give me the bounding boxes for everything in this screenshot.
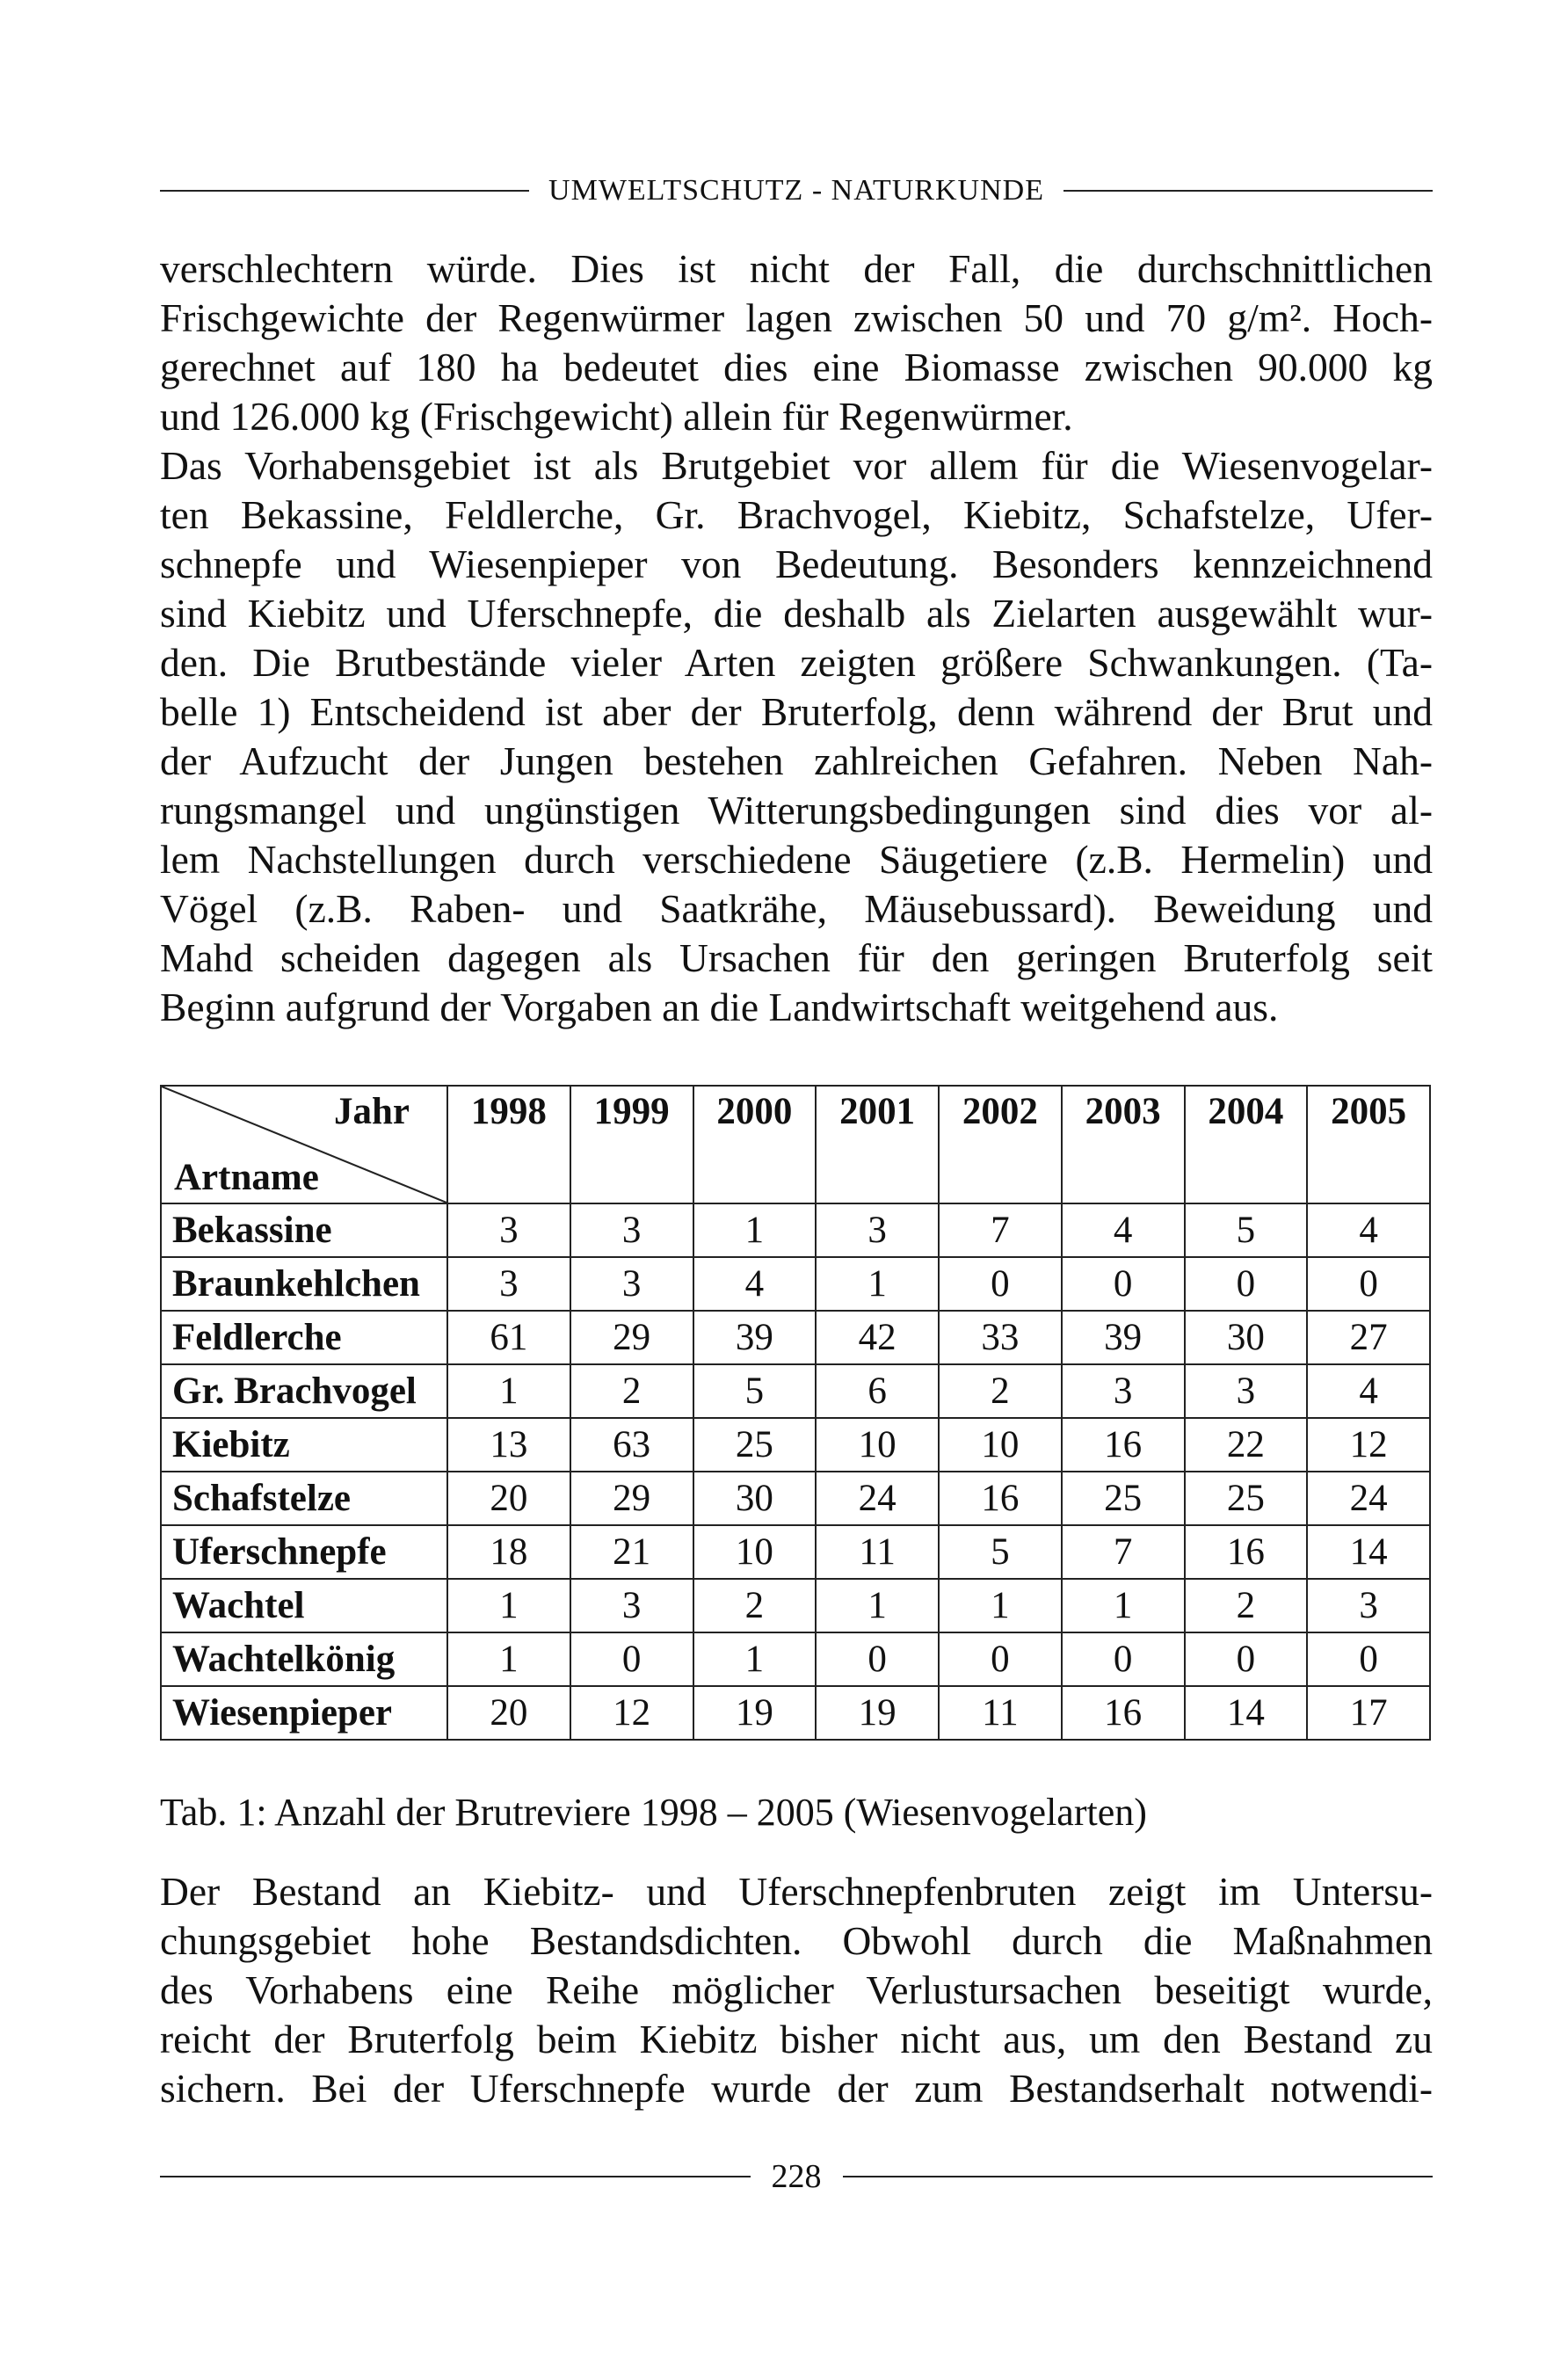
year-header: 2004 <box>1185 1086 1308 1203</box>
count-cell: 1 <box>447 1632 570 1686</box>
text-line: ten Bekassine, Feldlerche, Gr. Brachvogel, Kiebitz, Schafstelze, Ufer- <box>160 492 1433 537</box>
text-line: und 126.000 kg (Frischgewicht) allein für Regenwürmer. <box>160 394 1073 439</box>
count-cell: 3 <box>816 1203 939 1257</box>
count-cell: 3 <box>1185 1364 1308 1418</box>
count-cell: 0 <box>939 1257 1062 1311</box>
count-cell: 14 <box>1185 1686 1308 1740</box>
count-cell: 0 <box>1307 1257 1430 1311</box>
species-name-cell: Kiebitz <box>161 1418 447 1472</box>
count-cell: 3 <box>447 1203 570 1257</box>
count-cell: 3 <box>570 1579 693 1632</box>
table-row <box>161 1418 1430 1472</box>
count-cell: 16 <box>1062 1686 1185 1740</box>
count-cell: 42 <box>816 1311 939 1364</box>
count-cell: 4 <box>1062 1203 1185 1257</box>
count-cell: 16 <box>1062 1418 1185 1472</box>
count-cell: 24 <box>1307 1472 1430 1525</box>
species-name-cell: Wachtelkönig <box>161 1632 447 1686</box>
count-cell: 11 <box>939 1686 1062 1740</box>
count-cell: 22 <box>1185 1418 1308 1472</box>
header-rule-left <box>160 190 529 192</box>
count-cell: 0 <box>1062 1257 1185 1311</box>
count-cell: 30 <box>1185 1311 1308 1364</box>
count-cell: 0 <box>1185 1257 1308 1311</box>
text-line: Das Vorhabensgebiet ist als Brutgebiet vor allem für die Wiesenvogelar- <box>160 443 1433 488</box>
count-cell: 29 <box>570 1472 693 1525</box>
count-cell: 1 <box>816 1579 939 1632</box>
count-cell: 24 <box>816 1472 939 1525</box>
species-name-cell: Braunkehlchen <box>161 1257 447 1311</box>
count-cell: 4 <box>693 1257 817 1311</box>
count-cell: 1 <box>693 1632 817 1686</box>
text-line: den. Die Brutbestände vieler Arten zeigten größere Schwankungen. (Ta- <box>160 640 1433 685</box>
text-line: rungsmangel und ungünstigen Witterungsbedingungen sind dies vor al- <box>160 788 1433 832</box>
year-header: 2003 <box>1062 1086 1185 1203</box>
year-header: 1999 <box>570 1086 693 1203</box>
footer-rule-left <box>160 2176 751 2177</box>
species-name-cell: Wiesenpieper <box>161 1686 447 1740</box>
text-line: lem Nachstellungen durch verschiedene Säugetiere (z.B. Hermelin) und <box>160 837 1433 882</box>
count-cell: 2 <box>1185 1579 1308 1632</box>
text-line: gerechnet auf 180 ha bedeutet dies eine Biomasse zwischen 90.000 kg <box>160 345 1433 389</box>
running-header <box>160 174 1433 207</box>
table-row <box>161 1311 1430 1364</box>
count-cell: 13 <box>447 1418 570 1472</box>
header-title: UMWELTSCHUTZ - NATURKUNDE <box>548 174 1044 207</box>
count-cell: 17 <box>1307 1686 1430 1740</box>
table-row <box>161 1203 1430 1257</box>
text-line: Vögel (z.B. Raben- und Saatkrähe, Mäusebussard). Beweidung und <box>160 886 1433 931</box>
species-name-cell: Gr. Brachvogel <box>161 1364 447 1418</box>
header-rule-right <box>1063 190 1433 192</box>
count-cell: 61 <box>447 1311 570 1364</box>
count-cell: 0 <box>570 1632 693 1686</box>
table-row <box>161 1364 1430 1418</box>
corner-label-year: Jahr <box>334 1091 410 1132</box>
count-cell: 1 <box>447 1579 570 1632</box>
table-row <box>161 1579 1430 1632</box>
count-cell: 4 <box>1307 1203 1430 1257</box>
count-cell: 19 <box>693 1686 817 1740</box>
table-body <box>161 1203 1430 1740</box>
count-cell: 7 <box>1062 1525 1185 1579</box>
table-row <box>161 1525 1430 1579</box>
body-paragraph-bottom <box>160 1867 1433 2113</box>
count-cell: 20 <box>447 1686 570 1740</box>
year-header: 2001 <box>816 1086 939 1203</box>
text-line: reicht der Bruterfolg beim Kiebitz bisher nicht aus, um den Bestand zu <box>160 2017 1433 2061</box>
count-cell: 63 <box>570 1418 693 1472</box>
table-row <box>161 1257 1430 1311</box>
text-line: des Vorhabens eine Reihe möglicher Verlustursachen beseitigt wurde, <box>160 1967 1433 2012</box>
text-line: Beginn aufgrund der Vorgaben an die Landwirtschaft weitgehend aus. <box>160 985 1279 1029</box>
count-cell: 29 <box>570 1311 693 1364</box>
species-name-cell: Wachtel <box>161 1579 447 1632</box>
count-cell: 1 <box>1062 1579 1185 1632</box>
count-cell: 21 <box>570 1525 693 1579</box>
count-cell: 6 <box>816 1364 939 1418</box>
count-cell: 0 <box>1062 1632 1185 1686</box>
year-header: 2002 <box>939 1086 1062 1203</box>
table-row <box>161 1632 1430 1686</box>
count-cell: 10 <box>693 1525 817 1579</box>
count-cell: 27 <box>1307 1311 1430 1364</box>
species-name-cell: Uferschnepfe <box>161 1525 447 1579</box>
count-cell: 39 <box>693 1311 817 1364</box>
text-line: sind Kiebitz und Uferschnepfe, die deshalb als Zielarten ausgewählt wur- <box>160 591 1433 636</box>
count-cell: 0 <box>816 1632 939 1686</box>
count-cell: 3 <box>1062 1364 1185 1418</box>
body-paragraphs-top <box>160 244 1433 1032</box>
count-cell: 5 <box>939 1525 1062 1579</box>
count-cell: 10 <box>939 1418 1062 1472</box>
count-cell: 11 <box>816 1525 939 1579</box>
count-cell: 3 <box>1307 1579 1430 1632</box>
count-cell: 16 <box>1185 1525 1308 1579</box>
count-cell: 3 <box>570 1203 693 1257</box>
count-cell: 3 <box>570 1257 693 1311</box>
species-name-cell: Schafstelze <box>161 1472 447 1525</box>
count-cell: 0 <box>1307 1632 1430 1686</box>
text-line: Der Bestand an Kiebitz- und Uferschnepfenbruten zeigt im Untersu- <box>160 1869 1433 1914</box>
count-cell: 5 <box>1185 1203 1308 1257</box>
count-cell: 1 <box>693 1203 817 1257</box>
footer-rule-right <box>843 2176 1434 2177</box>
text-line: der Aufzucht der Jungen bestehen zahlreichen Gefahren. Neben Nah- <box>160 738 1433 783</box>
count-cell: 3 <box>447 1257 570 1311</box>
count-cell: 1 <box>939 1579 1062 1632</box>
count-cell: 14 <box>1307 1525 1430 1579</box>
count-cell: 5 <box>693 1364 817 1418</box>
count-cell: 39 <box>1062 1311 1185 1364</box>
count-cell: 30 <box>693 1472 817 1525</box>
table-header-row <box>161 1086 1430 1203</box>
count-cell: 1 <box>447 1364 570 1418</box>
text-line: Frischgewichte der Regenwürmer lagen zwischen 50 und 70 g/m². Hoch- <box>160 295 1433 340</box>
count-cell: 0 <box>939 1632 1062 1686</box>
count-cell: 19 <box>816 1686 939 1740</box>
table-caption: Tab. 1: Anzahl der Brutreviere 1998 – 2005 (Wiesenvogelarten) <box>160 1791 1147 1834</box>
species-name-cell: Feldlerche <box>161 1311 447 1364</box>
page-footer <box>160 2157 1433 2196</box>
count-cell: 2 <box>693 1579 817 1632</box>
count-cell: 18 <box>447 1525 570 1579</box>
count-cell: 7 <box>939 1203 1062 1257</box>
count-cell: 12 <box>1307 1418 1430 1472</box>
count-cell: 4 <box>1307 1364 1430 1418</box>
text-line: schnepfe und Wiesenpieper von Bedeutung. Besonders kennzeichnend <box>160 542 1433 586</box>
year-header: 1998 <box>447 1086 570 1203</box>
text-line: chungsgebiet hohe Bestandsdichten. Obwohl durch die Maßnahmen <box>160 1918 1433 1963</box>
count-cell: 33 <box>939 1311 1062 1364</box>
text-line: belle 1) Entscheidend ist aber der Bruterfolg, denn während der Brut und <box>160 689 1433 734</box>
table-row <box>161 1472 1430 1525</box>
breeding-table <box>160 1085 1431 1741</box>
text-line: verschlechtern würde. Dies ist nicht der Fall, die durchschnittlichen <box>160 246 1433 291</box>
corner-label-species: Artname <box>174 1157 319 1198</box>
year-header: 2005 <box>1307 1086 1430 1203</box>
page-number: 228 <box>771 2158 822 2195</box>
count-cell: 2 <box>939 1364 1062 1418</box>
count-cell: 2 <box>570 1364 693 1418</box>
count-cell: 0 <box>1185 1632 1308 1686</box>
corner-cell <box>161 1086 447 1203</box>
count-cell: 10 <box>816 1418 939 1472</box>
count-cell: 16 <box>939 1472 1062 1525</box>
table-row <box>161 1686 1430 1740</box>
text-line: sichern. Bei der Uferschnepfe wurde der zum Bestandserhalt notwendi- <box>160 2066 1433 2111</box>
count-cell: 12 <box>570 1686 693 1740</box>
count-cell: 25 <box>693 1418 817 1472</box>
count-cell: 25 <box>1062 1472 1185 1525</box>
species-name-cell: Bekassine <box>161 1203 447 1257</box>
count-cell: 20 <box>447 1472 570 1525</box>
year-header: 2000 <box>693 1086 817 1203</box>
count-cell: 25 <box>1185 1472 1308 1525</box>
text-line: Mahd scheiden dagegen als Ursachen für den geringen Bruterfolg seit <box>160 935 1433 980</box>
count-cell: 1 <box>816 1257 939 1311</box>
data-table <box>160 1085 1431 1741</box>
